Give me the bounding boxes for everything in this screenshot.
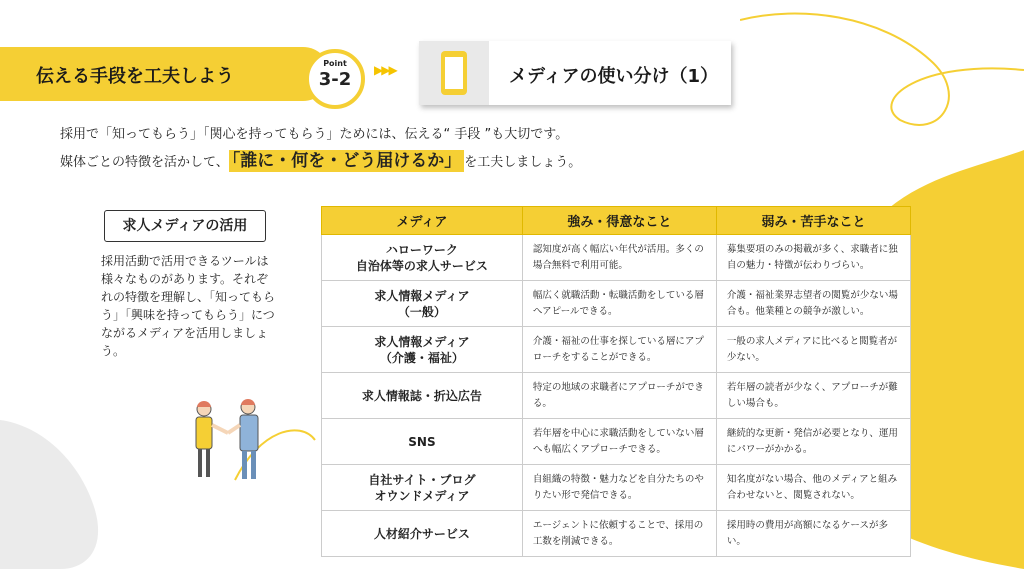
page-title: 伝える手段を工夫しよう [36,66,234,87]
intro-line-1: 採用で「知ってもらう」「関心を持ってもらう」ためには、伝える“ 手段 ”も大切です。 [60,127,569,142]
gray-blob-decoration [0,420,120,569]
weakness-cell: 介護・福祉業界志望者の閲覧が少ない場合も。他業種との競争が激しい。 [716,281,910,327]
table-row [322,281,911,327]
intro-line-2 [60,148,581,176]
weakness-cell: 募集要項のみの掲載が多く、求職者に独自の魅力・特徴が伝わりづらい。 [716,235,910,281]
sidebar-text: 採用活動で活用できるツールは様々なものがあります。それぞれの特徴を理解し、「知ってもらう」「興味を持ってもらう」につながるメディアを活用しましょう。 [101,254,276,358]
smartphone-icon [441,51,467,95]
table-row [322,235,911,281]
icon-area [419,41,489,105]
header-strength: 強み・得意なこと [522,207,716,235]
strength-cell: エージェントに依頼することで、採用の工数を削減できる。 [522,511,716,557]
weakness-cell: 継続的な更新・発信が必要となり、運用にパワーがかかる。 [716,419,910,465]
strength-cell: 介護・福祉の仕事を探している層にアプローチをすることができる。 [522,327,716,373]
point-number: 3-2 [318,69,352,90]
section-title: メディアの使い分け（1） [509,66,719,87]
table-row [322,373,911,419]
weakness-cell: 若年層の読者が少なく、アプローチが難しい場合も。 [716,373,910,419]
intro-line-2-after: を工夫しましょう。 [464,155,582,170]
section-title-box [419,41,731,105]
media-cell: 自社サイト・ブログ オウンドメディア [322,465,523,511]
media-cell: 求人情報誌・折込広告 [322,373,523,419]
yellow-line-decoration [740,0,1024,150]
media-cell: 求人情報メディア （介護・福祉） [322,327,523,373]
table-row [322,419,911,465]
strength-cell: 幅広く就職活動・転職活動をしている層へアピールできる。 [522,281,716,327]
weakness-cell: 知名度がない場合、他のメディアと組み合わせないと、閲覧されない。 [716,465,910,511]
media-cell: ハローワーク 自治体等の求人サービス [322,235,523,281]
table-row [322,327,911,373]
media-cell: SNS [322,419,523,465]
point-badge [305,49,365,109]
table-row [322,511,911,557]
table-header-row [322,207,911,235]
intro-text [60,122,581,176]
strength-cell: 若年層を中心に求職活動をしていない層へも幅広くアプローチできる。 [522,419,716,465]
strength-cell: 認知度が高く幅広い年代が活用。多くの場合無料で利用可能。 [522,235,716,281]
table-row [322,465,911,511]
weakness-cell: 採用時の費用が高額になるケースが多い。 [716,511,910,557]
media-cell: 人材紹介サービス [322,511,523,557]
weakness-cell: 一般の求人メディアに比べると閲覧者が少ない。 [716,327,910,373]
intro-highlight: 「誰に・何を・どう届けるか」 [229,150,465,172]
sidebar-heading: 求人メディアの活用 [104,210,266,242]
strength-cell: 自組織の特徴・魅力などを自分たちのやりたい形で発信できる。 [522,465,716,511]
triple-arrow-icon: ▶▶▶ [374,63,396,77]
header-media: メディア [322,207,523,235]
strength-cell: 特定の地域の求職者にアプローチができる。 [522,373,716,419]
media-comparison-table [321,206,911,557]
intro-line-2-before: 媒体ごとの特徴を活かして、 [60,155,229,170]
point-label: Point [323,59,347,68]
media-cell: 求人情報メディア （一般） [322,281,523,327]
header-weakness: 弱み・苦手なこと [716,207,910,235]
handshake-illustration [190,395,270,485]
